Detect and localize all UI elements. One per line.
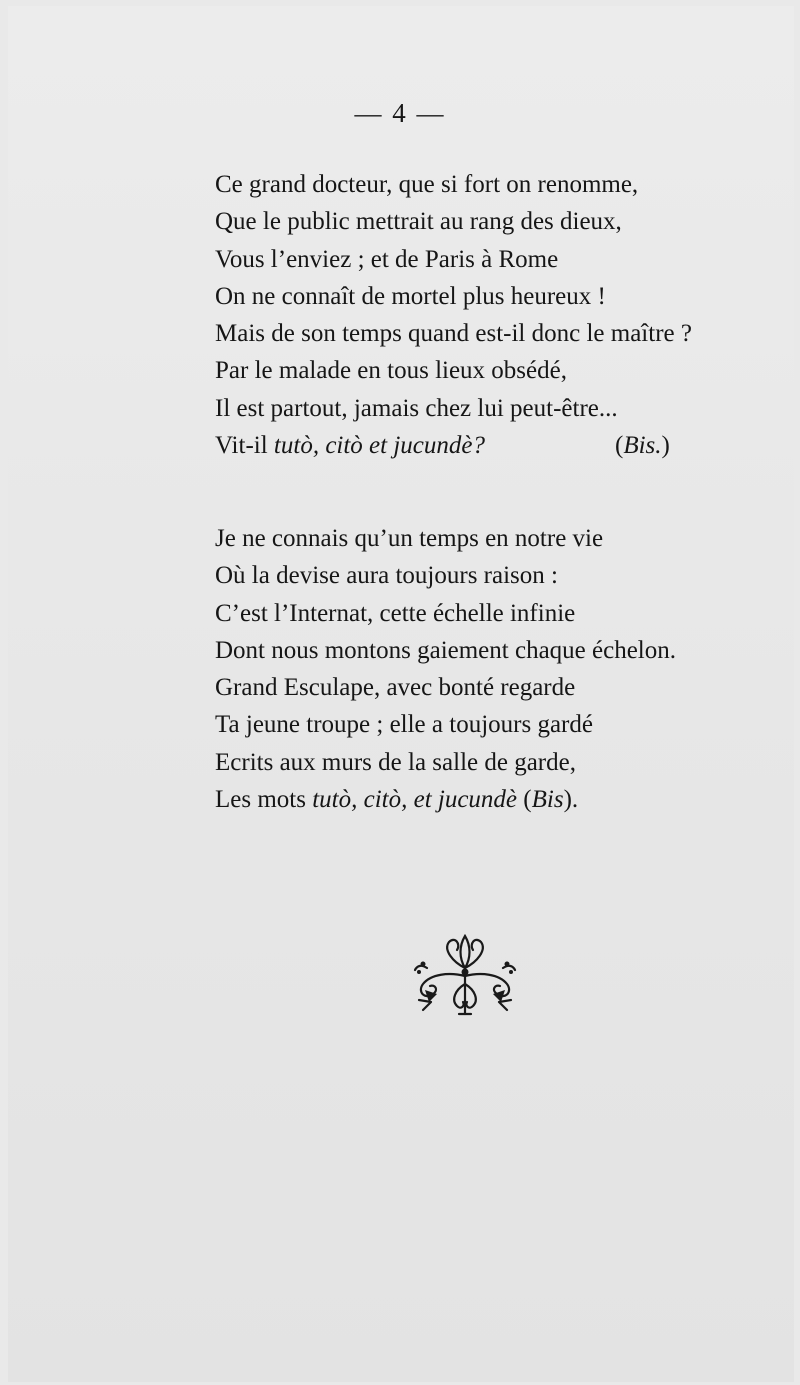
page-number: — 4 —: [354, 98, 446, 128]
bis-word: Bis.: [623, 432, 662, 460]
verse-line: Que le public mettrait au rang des dieux,: [215, 208, 622, 236]
stanza-2: [215, 520, 735, 818]
refrain-motto: tutò, citò, et jucundè: [312, 786, 518, 814]
refrain-prefix: Vit-il: [215, 432, 274, 460]
verse-line: Mais de son temps quand est-il donc le maître ?: [215, 320, 692, 348]
refrain-line: [215, 781, 735, 818]
verse-line: Par le malade en tous lieux obsédé,: [215, 357, 567, 385]
verse-line: Ce grand docteur, que si fort on renomme,: [215, 171, 639, 198]
verse-line: On ne connaît de mortel plus heureux !: [215, 282, 606, 310]
bis-word: Bis: [531, 786, 564, 814]
verse-line: Vous l’enviez ; et de Paris à Rome: [215, 245, 559, 273]
verse-line: C’est l’Internat, cette échelle infinie: [215, 599, 576, 627]
bis-marker: [615, 427, 670, 464]
bis-open: (: [517, 786, 532, 814]
bis-close: ): [661, 432, 670, 460]
verse-line: Je ne connais qu’un temps en notre vie: [215, 525, 604, 552]
verse-line: Ecrits aux murs de la salle de garde,: [215, 748, 576, 776]
verse-line: Ta jeune troupe ; elle a toujours gardé: [215, 711, 593, 739]
fleuron-ornament-icon: [405, 928, 525, 1020]
bis-close: ).: [563, 786, 579, 814]
verse-line: Grand Esculape, avec bonté regarde: [215, 674, 576, 702]
verse-line: Il est partout, jamais chez lui peut-être...: [215, 394, 618, 422]
verse-line: Dont nous montons gaiement chaque échelon.: [215, 636, 676, 664]
refrain-motto: tutò, citò et jucundè?: [273, 432, 485, 460]
refrain-line: [215, 427, 735, 464]
stanza-1: [215, 166, 735, 464]
refrain-prefix: Les mots: [215, 786, 313, 814]
verse-line: Où la devise aura toujours raison :: [215, 562, 558, 590]
bis-open: (: [615, 432, 624, 460]
